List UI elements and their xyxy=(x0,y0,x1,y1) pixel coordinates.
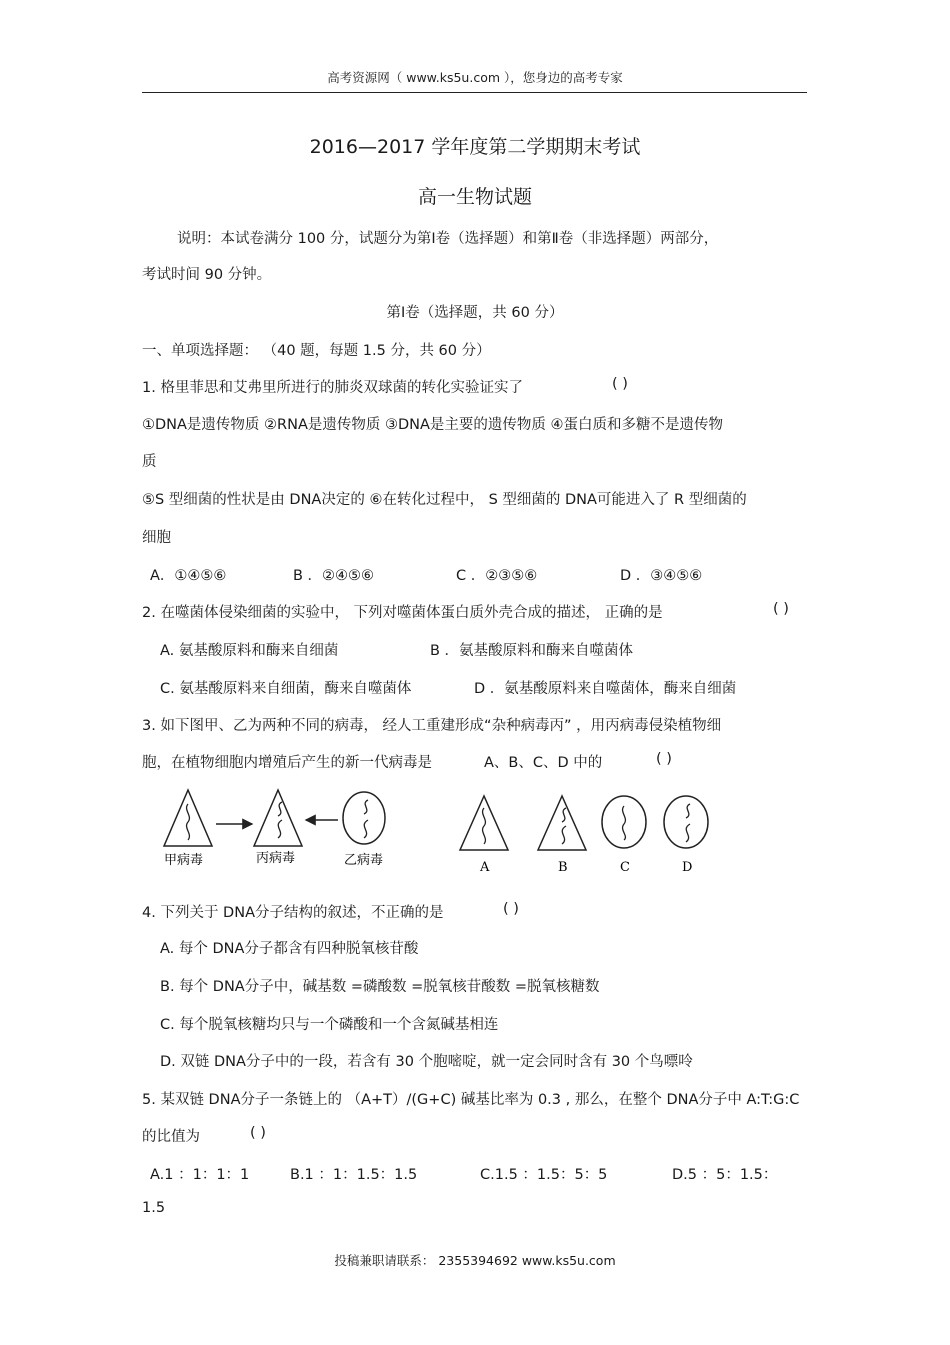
q5-option-b: B.1 ：1：1.5：1.5 xyxy=(290,1167,418,1183)
fig-label-bing: 丙病毒 xyxy=(256,851,296,866)
fig-label-yi: 乙病毒 xyxy=(344,853,384,868)
option-b-triangle-icon xyxy=(538,796,586,850)
q4-option-a: A. 每个 DNA分子都含有四种脱氧核苷酸 xyxy=(160,941,419,957)
exam-subtitle: 高一生物试题 xyxy=(417,186,532,208)
fig-option-c: C xyxy=(620,860,630,875)
q1-statements-line1-cont: 质 xyxy=(142,454,157,470)
q1-stem: 1. 格里菲思和艾弗里所进行的肺炎双球菌的转化实验证实了 xyxy=(142,380,523,396)
q4-option-d: D. 双链 DNA分子中的一段，若含有 30 个胞嘧啶，就一定会同时含有 30 个鸟嘌呤 xyxy=(160,1054,693,1070)
q2-option-c: C. 氨基酸原料来自细菌，酶来自噬菌体 xyxy=(160,681,412,697)
q5-option-d: D.5 ：5：1.5： xyxy=(672,1167,778,1183)
q1-option-c: C ．②③⑤⑥ xyxy=(456,568,538,584)
option-c-circle-icon xyxy=(602,796,646,848)
q1-statements-line1: ①DNA是遗传物质 ②RNA是遗传物质 ③DNA是主要的遗传物质 ④蛋白质和多糖不是遗传物 xyxy=(142,417,724,433)
q2-stem: 2. 在噬菌体侵染细菌的实验中， 下列对噬菌体蛋白质外壳合成的描述， 正确的是 xyxy=(142,605,663,621)
q2-bracket: ( ) xyxy=(773,601,789,617)
q4-stem: 4. 下列关于 DNA分子结构的叙述，不正确的是 xyxy=(142,905,444,921)
q4-option-b: B. 每个 DNA分子中，碱基数 =磷酸数 =脱氧核苷酸数 =脱氧核糖数 xyxy=(160,979,600,995)
instructions-line2: 考试时间 90 分钟。 xyxy=(142,267,272,283)
header-rule xyxy=(142,92,807,93)
q5-option-a: A.1 ：1：1：1 xyxy=(150,1167,250,1183)
q1-statements-line2-cont: 细胞 xyxy=(142,530,171,546)
part1-heading: 第Ⅰ卷（选择题，共 60 分） xyxy=(386,305,564,321)
q5-bracket: ( ) xyxy=(250,1125,266,1141)
q3-virus-figure xyxy=(150,786,730,878)
q1-statements-line2: ⑤S 型细菌的性状是由 DNA决定的 ⑥在转化过程中， S 型细菌的 DNA可能进入了 R 型细菌的 xyxy=(142,492,747,508)
q5-option-c: C.1.5 ：1.5：5：5 xyxy=(480,1167,608,1183)
q2-option-a: A. 氨基酸原料和酶来自细菌 xyxy=(160,643,339,659)
instructions-line1: 说明：本试卷满分 100 分，试题分为第Ⅰ卷（选择题）和第Ⅱ卷（非选择题）两部分， xyxy=(177,231,719,247)
virus-bing-triangle-icon xyxy=(254,790,302,846)
virus-yi-circle-icon xyxy=(343,792,385,844)
q3-stem-line1: 3. 如下图甲、乙为两种不同的病毒， 经人工重建形成“杂种病毒丙” ，用丙病毒侵染植物细 xyxy=(142,718,722,734)
q1-option-a: A．①④⑤⑥ xyxy=(150,568,227,584)
virus-jia-triangle-icon xyxy=(164,790,212,846)
fig-option-a: A xyxy=(480,860,490,875)
exam-title: 2016—2017 学年度第二学期期末考试 xyxy=(309,136,641,158)
q1-option-b: B ．②④⑤⑥ xyxy=(293,568,375,584)
q3-bracket: ( ) xyxy=(656,751,672,767)
q1-bracket: ( ) xyxy=(612,376,628,392)
page-header: 高考资源网（ www.ks5u.com ），您身边的高考专家 xyxy=(327,70,623,85)
page-footer: 投稿兼职请联系： 2355394692 www.ks5u.com xyxy=(334,1253,616,1268)
section1-heading: 一、单项选择题： （40 题，每题 1.5 分，共 60 分） xyxy=(142,343,491,359)
fig-label-jia: 甲病毒 xyxy=(164,853,204,868)
option-a-triangle-icon xyxy=(460,796,508,850)
q3-stem-options: A、B、C、D 中的 xyxy=(484,755,603,771)
fig-option-d: D xyxy=(682,860,693,875)
q2-option-b: B ．氨基酸原料和酶来自噬菌体 xyxy=(430,643,634,659)
fig-option-b: B xyxy=(558,860,568,875)
q5-option-d-cont: 1.5 xyxy=(142,1200,166,1216)
q5-stem-line2: 的比值为 xyxy=(142,1129,200,1145)
q1-option-d: D ．③④⑤⑥ xyxy=(620,568,703,584)
q4-bracket: ( ) xyxy=(503,901,519,917)
q4-option-c: C. 每个脱氧核糖均只与一个磷酸和一个含氮碱基相连 xyxy=(160,1017,499,1033)
q5-stem-line1: 5. 某双链 DNA分子一条链上的 （A+T）/(G+C) 碱基比率为 0.3 , 那么，在整个 DNA分子中 A:T:G:C xyxy=(142,1092,800,1108)
q3-stem-line2: 胞，在植物细胞内增殖后产生的新一代病毒是 xyxy=(142,755,432,771)
q2-option-d: D ．氨基酸原料来自噬菌体，酶来自细菌 xyxy=(474,681,737,697)
option-d-circle-icon xyxy=(664,796,708,848)
